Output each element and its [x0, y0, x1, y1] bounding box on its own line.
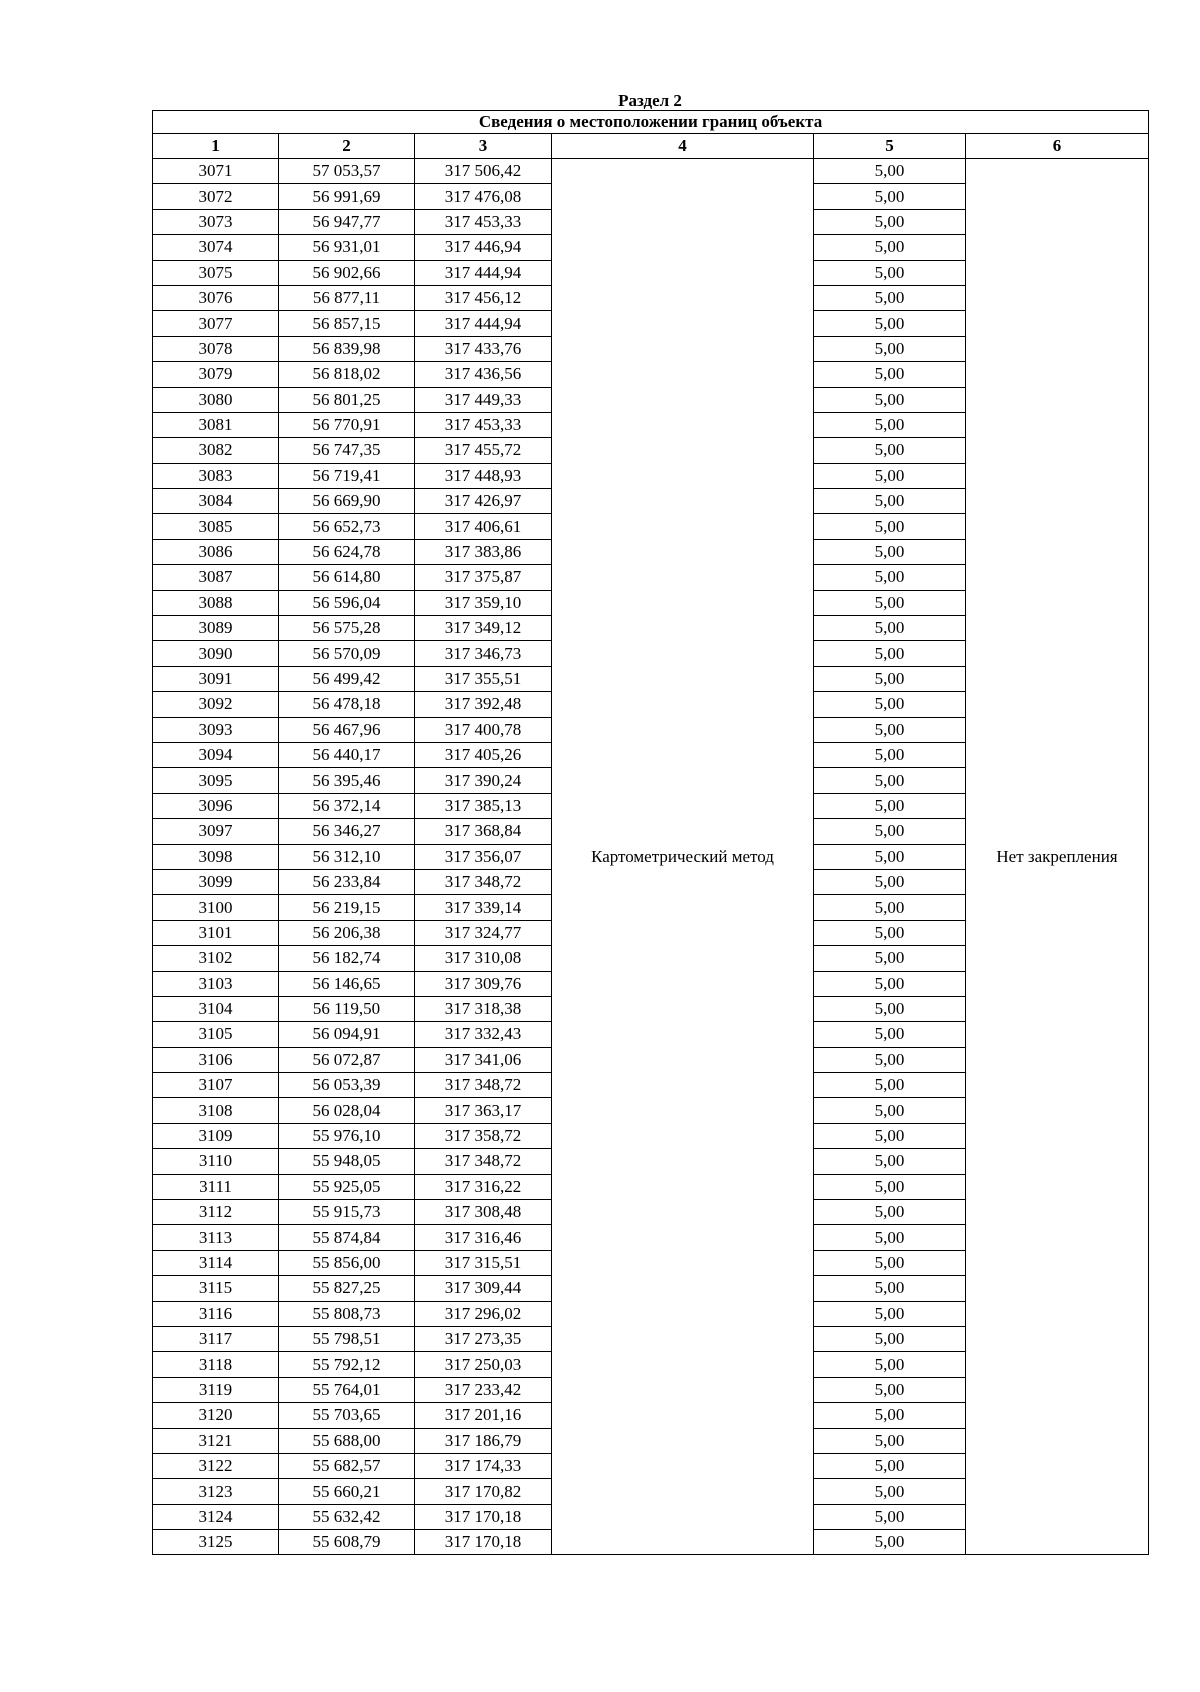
x-coordinate-cell: 56 182,74 — [279, 946, 415, 971]
point-number-cell: 3117 — [153, 1326, 279, 1351]
point-number-cell: 3080 — [153, 387, 279, 412]
y-coordinate-cell: 317 375,87 — [415, 565, 552, 590]
table-row — [153, 159, 1149, 184]
y-coordinate-cell: 317 316,22 — [415, 1174, 552, 1199]
column-header-point-number: 1 — [153, 134, 279, 159]
y-coordinate-cell: 317 174,33 — [415, 1453, 552, 1478]
y-coordinate-cell: 317 355,51 — [415, 666, 552, 691]
x-coordinate-cell: 55 688,00 — [279, 1428, 415, 1453]
accuracy-cell: 5,00 — [814, 159, 966, 184]
accuracy-cell: 5,00 — [814, 1047, 966, 1072]
x-coordinate-cell: 56 857,15 — [279, 311, 415, 336]
accuracy-cell: 5,00 — [814, 285, 966, 310]
x-coordinate-cell: 55 764,01 — [279, 1377, 415, 1402]
x-coordinate-cell: 56 570,09 — [279, 641, 415, 666]
accuracy-cell: 5,00 — [814, 1530, 966, 1555]
x-coordinate-cell: 56 877,11 — [279, 285, 415, 310]
x-coordinate-cell: 56 028,04 — [279, 1098, 415, 1123]
y-coordinate-cell: 317 309,76 — [415, 971, 552, 996]
accuracy-cell: 5,00 — [814, 1149, 966, 1174]
x-coordinate-cell: 56 395,46 — [279, 768, 415, 793]
y-coordinate-cell: 317 308,48 — [415, 1200, 552, 1225]
x-coordinate-cell: 56 770,91 — [279, 412, 415, 437]
x-coordinate-cell: 56 801,25 — [279, 387, 415, 412]
point-number-cell: 3097 — [153, 819, 279, 844]
x-coordinate-cell: 56 053,39 — [279, 1073, 415, 1098]
y-coordinate-cell: 317 346,73 — [415, 641, 552, 666]
accuracy-cell: 5,00 — [814, 819, 966, 844]
y-coordinate-cell: 317 348,72 — [415, 1073, 552, 1098]
x-coordinate-cell: 55 925,05 — [279, 1174, 415, 1199]
y-coordinate-cell: 317 170,82 — [415, 1479, 552, 1504]
point-number-cell: 3081 — [153, 412, 279, 437]
point-number-cell: 3121 — [153, 1428, 279, 1453]
x-coordinate-cell: 56 094,91 — [279, 1022, 415, 1047]
accuracy-cell: 5,00 — [814, 1098, 966, 1123]
accuracy-cell: 5,00 — [814, 362, 966, 387]
y-coordinate-cell: 317 444,94 — [415, 311, 552, 336]
x-coordinate-cell: 56 839,98 — [279, 336, 415, 361]
point-number-cell: 3072 — [153, 184, 279, 209]
accuracy-cell: 5,00 — [814, 1022, 966, 1047]
y-coordinate-cell: 317 406,61 — [415, 514, 552, 539]
point-number-cell: 3104 — [153, 996, 279, 1021]
accuracy-cell: 5,00 — [814, 793, 966, 818]
y-coordinate-cell: 317 363,17 — [415, 1098, 552, 1123]
accuracy-cell: 5,00 — [814, 946, 966, 971]
y-coordinate-cell: 317 341,06 — [415, 1047, 552, 1072]
column-header-x: 2 — [279, 134, 415, 159]
x-coordinate-cell: 56 719,41 — [279, 463, 415, 488]
y-coordinate-cell: 317 186,79 — [415, 1428, 552, 1453]
accuracy-cell: 5,00 — [814, 1250, 966, 1275]
y-coordinate-cell: 317 390,24 — [415, 768, 552, 793]
x-coordinate-cell: 55 948,05 — [279, 1149, 415, 1174]
point-number-cell: 3087 — [153, 565, 279, 590]
point-number-cell: 3075 — [153, 260, 279, 285]
x-coordinate-cell: 56 614,80 — [279, 565, 415, 590]
point-number-cell: 3099 — [153, 869, 279, 894]
point-number-cell: 3078 — [153, 336, 279, 361]
y-coordinate-cell: 317 324,77 — [415, 920, 552, 945]
x-coordinate-cell: 56 346,27 — [279, 819, 415, 844]
accuracy-cell: 5,00 — [814, 768, 966, 793]
y-coordinate-cell: 317 455,72 — [415, 438, 552, 463]
y-coordinate-cell: 317 358,72 — [415, 1123, 552, 1148]
x-coordinate-cell: 55 703,65 — [279, 1403, 415, 1428]
accuracy-cell: 5,00 — [814, 1377, 966, 1402]
accuracy-cell: 5,00 — [814, 895, 966, 920]
x-coordinate-cell: 55 660,21 — [279, 1479, 415, 1504]
y-coordinate-cell: 317 273,35 — [415, 1326, 552, 1351]
accuracy-cell: 5,00 — [814, 1225, 966, 1250]
point-number-cell: 3107 — [153, 1073, 279, 1098]
y-coordinate-cell: 317 385,13 — [415, 793, 552, 818]
point-number-cell: 3094 — [153, 742, 279, 767]
point-number-cell: 3105 — [153, 1022, 279, 1047]
accuracy-cell: 5,00 — [814, 1301, 966, 1326]
accuracy-cell: 5,00 — [814, 539, 966, 564]
point-number-cell: 3115 — [153, 1276, 279, 1301]
point-number-cell: 3085 — [153, 514, 279, 539]
point-number-cell: 3077 — [153, 311, 279, 336]
accuracy-cell: 5,00 — [814, 1123, 966, 1148]
x-coordinate-cell: 56 312,10 — [279, 844, 415, 869]
y-coordinate-cell: 317 356,07 — [415, 844, 552, 869]
accuracy-cell: 5,00 — [814, 1403, 966, 1428]
accuracy-cell: 5,00 — [814, 387, 966, 412]
accuracy-cell: 5,00 — [814, 260, 966, 285]
accuracy-cell: 5,00 — [814, 209, 966, 234]
y-coordinate-cell: 317 444,94 — [415, 260, 552, 285]
x-coordinate-cell: 56 931,01 — [279, 235, 415, 260]
y-coordinate-cell: 317 310,08 — [415, 946, 552, 971]
y-coordinate-cell: 317 400,78 — [415, 717, 552, 742]
x-coordinate-cell: 57 053,57 — [279, 159, 415, 184]
accuracy-cell: 5,00 — [814, 1479, 966, 1504]
section-title: Раздел 2 — [618, 91, 682, 110]
y-coordinate-cell: 317 359,10 — [415, 590, 552, 615]
x-coordinate-cell: 55 608,79 — [279, 1530, 415, 1555]
x-coordinate-cell: 55 915,73 — [279, 1200, 415, 1225]
x-coordinate-cell: 56 947,77 — [279, 209, 415, 234]
y-coordinate-cell: 317 436,56 — [415, 362, 552, 387]
point-number-cell: 3112 — [153, 1200, 279, 1225]
x-coordinate-cell: 56 624,78 — [279, 539, 415, 564]
x-coordinate-cell: 56 467,96 — [279, 717, 415, 742]
accuracy-cell: 5,00 — [814, 590, 966, 615]
accuracy-cell: 5,00 — [814, 1200, 966, 1225]
x-coordinate-cell: 56 669,90 — [279, 489, 415, 514]
y-coordinate-cell: 317 315,51 — [415, 1250, 552, 1275]
x-coordinate-cell: 56 440,17 — [279, 742, 415, 767]
x-coordinate-cell: 56 991,69 — [279, 184, 415, 209]
point-number-cell: 3106 — [153, 1047, 279, 1072]
point-number-cell: 3086 — [153, 539, 279, 564]
point-number-cell: 3101 — [153, 920, 279, 945]
point-number-cell: 3120 — [153, 1403, 279, 1428]
y-coordinate-cell: 317 383,86 — [415, 539, 552, 564]
y-coordinate-cell: 317 426,97 — [415, 489, 552, 514]
y-coordinate-cell: 317 349,12 — [415, 616, 552, 641]
x-coordinate-cell: 55 808,73 — [279, 1301, 415, 1326]
accuracy-cell: 5,00 — [814, 1174, 966, 1199]
accuracy-cell: 5,00 — [814, 1428, 966, 1453]
x-coordinate-cell: 56 596,04 — [279, 590, 415, 615]
point-number-cell: 3124 — [153, 1504, 279, 1529]
accuracy-cell: 5,00 — [814, 971, 966, 996]
y-coordinate-cell: 317 453,33 — [415, 412, 552, 437]
accuracy-cell: 5,00 — [814, 1453, 966, 1478]
column-header-y: 3 — [415, 134, 552, 159]
accuracy-cell: 5,00 — [814, 742, 966, 767]
point-number-cell: 3071 — [153, 159, 279, 184]
y-coordinate-cell: 317 296,02 — [415, 1301, 552, 1326]
point-number-cell: 3100 — [153, 895, 279, 920]
point-number-cell: 3074 — [153, 235, 279, 260]
x-coordinate-cell: 55 798,51 — [279, 1326, 415, 1351]
table-caption: Сведения о местоположении границ объекта — [153, 111, 1149, 134]
point-number-cell: 3111 — [153, 1174, 279, 1199]
x-coordinate-cell: 55 976,10 — [279, 1123, 415, 1148]
accuracy-cell: 5,00 — [814, 844, 966, 869]
point-number-cell: 3113 — [153, 1225, 279, 1250]
point-number-cell: 3084 — [153, 489, 279, 514]
point-number-cell: 3108 — [153, 1098, 279, 1123]
x-coordinate-cell: 56 652,73 — [279, 514, 415, 539]
accuracy-cell: 5,00 — [814, 1326, 966, 1351]
y-coordinate-cell: 317 453,33 — [415, 209, 552, 234]
point-number-cell: 3073 — [153, 209, 279, 234]
y-coordinate-cell: 317 233,42 — [415, 1377, 552, 1402]
y-coordinate-cell: 317 446,94 — [415, 235, 552, 260]
accuracy-cell: 5,00 — [814, 438, 966, 463]
point-number-cell: 3091 — [153, 666, 279, 691]
point-number-cell: 3116 — [153, 1301, 279, 1326]
y-coordinate-cell: 317 201,16 — [415, 1403, 552, 1428]
y-coordinate-cell: 317 368,84 — [415, 819, 552, 844]
accuracy-cell: 5,00 — [814, 1504, 966, 1529]
point-number-cell: 3102 — [153, 946, 279, 971]
point-number-cell: 3076 — [153, 285, 279, 310]
point-number-cell: 3122 — [153, 1453, 279, 1478]
point-number-cell: 3119 — [153, 1377, 279, 1402]
method-cell: Картометрический метод — [552, 159, 814, 1555]
point-number-cell: 3103 — [153, 971, 279, 996]
point-number-cell: 3089 — [153, 616, 279, 641]
point-number-cell: 3125 — [153, 1530, 279, 1555]
accuracy-cell: 5,00 — [814, 616, 966, 641]
accuracy-cell: 5,00 — [814, 311, 966, 336]
accuracy-cell: 5,00 — [814, 869, 966, 894]
x-coordinate-cell: 55 632,42 — [279, 1504, 415, 1529]
accuracy-cell: 5,00 — [814, 692, 966, 717]
column-header-fixing: 6 — [966, 134, 1149, 159]
x-coordinate-cell: 55 827,25 — [279, 1276, 415, 1301]
column-header-method: 4 — [552, 134, 814, 159]
accuracy-cell: 5,00 — [814, 996, 966, 1021]
x-coordinate-cell: 55 856,00 — [279, 1250, 415, 1275]
y-coordinate-cell: 317 506,42 — [415, 159, 552, 184]
accuracy-cell: 5,00 — [814, 717, 966, 742]
x-coordinate-cell: 56 575,28 — [279, 616, 415, 641]
point-number-cell: 3110 — [153, 1149, 279, 1174]
y-coordinate-cell: 317 348,72 — [415, 869, 552, 894]
x-coordinate-cell: 56 119,50 — [279, 996, 415, 1021]
accuracy-cell: 5,00 — [814, 463, 966, 488]
point-number-cell: 3083 — [153, 463, 279, 488]
y-coordinate-cell: 317 433,76 — [415, 336, 552, 361]
point-number-cell: 3093 — [153, 717, 279, 742]
point-number-cell: 3088 — [153, 590, 279, 615]
y-coordinate-cell: 317 449,33 — [415, 387, 552, 412]
y-coordinate-cell: 317 392,48 — [415, 692, 552, 717]
x-coordinate-cell: 55 792,12 — [279, 1352, 415, 1377]
y-coordinate-cell: 317 316,46 — [415, 1225, 552, 1250]
x-coordinate-cell: 55 682,57 — [279, 1453, 415, 1478]
y-coordinate-cell: 317 448,93 — [415, 463, 552, 488]
accuracy-cell: 5,00 — [814, 565, 966, 590]
y-coordinate-cell: 317 456,12 — [415, 285, 552, 310]
accuracy-cell: 5,00 — [814, 641, 966, 666]
x-coordinate-cell: 56 146,65 — [279, 971, 415, 996]
y-coordinate-cell: 317 170,18 — [415, 1504, 552, 1529]
x-coordinate-cell: 56 372,14 — [279, 793, 415, 818]
y-coordinate-cell: 317 476,08 — [415, 184, 552, 209]
point-number-cell: 3090 — [153, 641, 279, 666]
x-coordinate-cell: 56 206,38 — [279, 920, 415, 945]
y-coordinate-cell: 317 170,18 — [415, 1530, 552, 1555]
y-coordinate-cell: 317 339,14 — [415, 895, 552, 920]
fixing-cell: Нет закрепления — [966, 159, 1149, 1555]
point-number-cell: 3109 — [153, 1123, 279, 1148]
point-number-cell: 3098 — [153, 844, 279, 869]
point-number-cell: 3092 — [153, 692, 279, 717]
x-coordinate-cell: 56 072,87 — [279, 1047, 415, 1072]
point-number-cell: 3114 — [153, 1250, 279, 1275]
accuracy-cell: 5,00 — [814, 514, 966, 539]
point-number-cell: 3118 — [153, 1352, 279, 1377]
accuracy-cell: 5,00 — [814, 666, 966, 691]
point-number-cell: 3096 — [153, 793, 279, 818]
point-number-cell: 3095 — [153, 768, 279, 793]
x-coordinate-cell: 56 219,15 — [279, 895, 415, 920]
y-coordinate-cell: 317 309,44 — [415, 1276, 552, 1301]
x-coordinate-cell: 56 478,18 — [279, 692, 415, 717]
point-number-cell: 3082 — [153, 438, 279, 463]
accuracy-cell: 5,00 — [814, 336, 966, 361]
x-coordinate-cell: 56 499,42 — [279, 666, 415, 691]
accuracy-cell: 5,00 — [814, 412, 966, 437]
accuracy-cell: 5,00 — [814, 1352, 966, 1377]
point-number-cell: 3079 — [153, 362, 279, 387]
x-coordinate-cell: 55 874,84 — [279, 1225, 415, 1250]
x-coordinate-cell: 56 747,35 — [279, 438, 415, 463]
accuracy-cell: 5,00 — [814, 1073, 966, 1098]
accuracy-cell: 5,00 — [814, 920, 966, 945]
table-body — [153, 159, 1149, 1555]
y-coordinate-cell: 317 332,43 — [415, 1022, 552, 1047]
y-coordinate-cell: 317 250,03 — [415, 1352, 552, 1377]
column-header-accuracy: 5 — [814, 134, 966, 159]
x-coordinate-cell: 56 233,84 — [279, 869, 415, 894]
y-coordinate-cell: 317 405,26 — [415, 742, 552, 767]
x-coordinate-cell: 56 818,02 — [279, 362, 415, 387]
y-coordinate-cell: 317 348,72 — [415, 1149, 552, 1174]
accuracy-cell: 5,00 — [814, 184, 966, 209]
accuracy-cell: 5,00 — [814, 235, 966, 260]
boundary-coordinates-table — [152, 110, 1149, 1555]
point-number-cell: 3123 — [153, 1479, 279, 1504]
y-coordinate-cell: 317 318,38 — [415, 996, 552, 1021]
accuracy-cell: 5,00 — [814, 1276, 966, 1301]
x-coordinate-cell: 56 902,66 — [279, 260, 415, 285]
accuracy-cell: 5,00 — [814, 489, 966, 514]
